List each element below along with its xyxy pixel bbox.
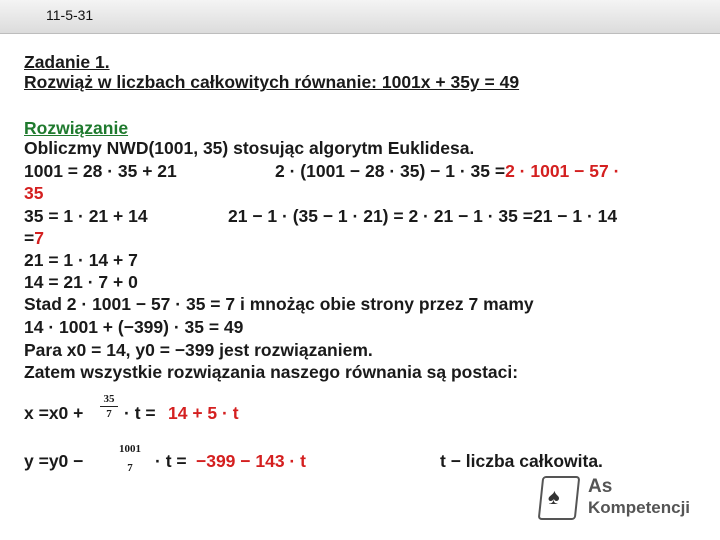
logo-line-1: As <box>588 476 613 497</box>
logo-mark <box>538 476 581 520</box>
y-formula-result: −399 − 143 · t <box>196 451 306 471</box>
line-stad: Stad 2 · 1001 − 57 · 35 = 7 i mnożąc obie strony przez 7 mamy <box>24 294 534 314</box>
line-particular-solution: Para x0 = 14, y0 = −399 jest rozwiązaniem. <box>24 340 373 360</box>
as-kompetencji-logo <box>540 470 710 530</box>
y-fraction <box>115 443 145 474</box>
euclid-step-3: 21 = 1 · 14 + 7 <box>24 250 138 270</box>
task-text: Rozwiąż w liczbach całkowitych równanie: 1001x + 35y = 49 <box>24 72 520 92</box>
logo-line-2: Kompetencji <box>588 498 691 517</box>
x-fraction-denominator: 7 <box>106 408 112 420</box>
y-fraction-numerator: 1001 <box>119 443 141 455</box>
y-fraction-denominator: 7 <box>127 462 133 474</box>
x-fraction <box>100 393 118 420</box>
back-sub-2-equals: = <box>24 228 35 248</box>
y-formula-prefix: y =y0 − <box>24 451 84 471</box>
back-sub-2-result: 7 <box>34 228 44 248</box>
back-sub-2-continuation <box>24 228 44 248</box>
euclid-step-4: 14 = 21 · 7 + 0 <box>24 272 138 292</box>
solution-heading: Rozwiązanie <box>24 118 129 138</box>
back-sub-1-text: 2 · (1001 − 28 · 35) − 1 · 35 = <box>275 161 506 181</box>
back-substitution-1 <box>275 161 619 181</box>
x-formula-mid: · t = <box>124 403 156 423</box>
euclid-step-1: 1001 = 28 · 35 + 21 <box>24 161 177 181</box>
x-formula-result: 14 + 5 · t <box>168 403 239 423</box>
spade-icon: ♠ <box>546 484 562 509</box>
top-bar <box>0 0 720 34</box>
back-sub-1-result: 2 · 1001 − 57 · <box>505 161 620 181</box>
solution-intro: Obliczmy NWD(1001, 35) stosując algorytm Euklidesa. <box>24 138 475 158</box>
line-general-intro: Zatem wszystkie rozwiązania naszego równania są postaci: <box>24 362 519 382</box>
line-multiply: 14 · 1001 + (−399) · 35 = 49 <box>24 317 244 337</box>
back-substitution-2: 21 − 1 · (35 − 1 · 21) = 2 · 21 − 1 · 35 =21 − 1 · 14 <box>228 206 618 226</box>
task-title: Zadanie 1. <box>24 52 110 72</box>
t-note: t − liczba całkowita. <box>440 451 603 471</box>
date-label: 11-5-31 <box>46 7 94 23</box>
x-formula-prefix: x =x0 + <box>24 403 84 423</box>
back-sub-1-continuation: 35 <box>24 183 44 203</box>
y-formula-mid: · t = <box>155 451 187 471</box>
euclid-step-2: 35 = 1 · 21 + 14 <box>24 206 148 226</box>
x-fraction-numerator: 35 <box>103 393 115 405</box>
